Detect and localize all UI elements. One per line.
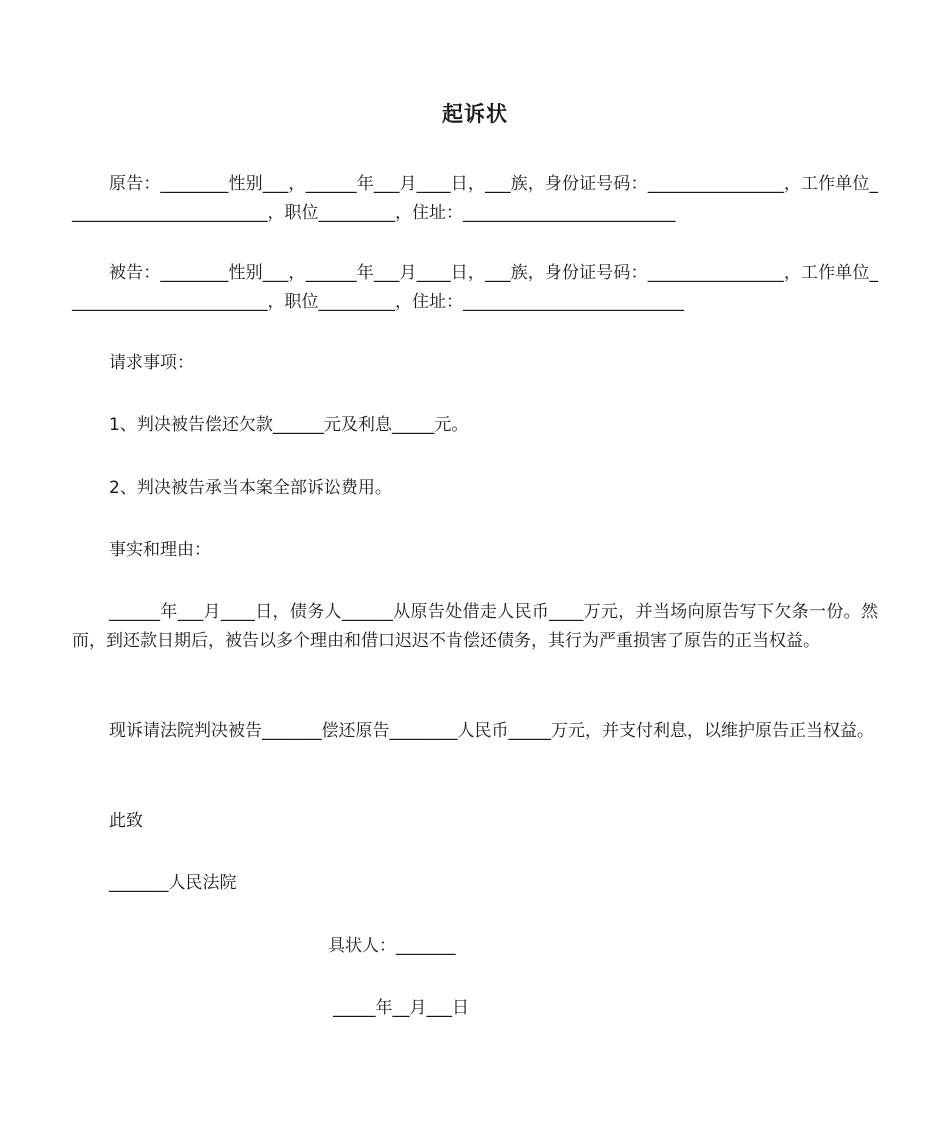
document-title: 起诉状 xyxy=(442,102,508,126)
claims-heading: 请求事项： xyxy=(109,353,194,373)
defendant-info: 被告：________性别___，______年___月____日，___族，身份证号码：________________，工作单位________________________，职位_________，住址：__________________________ xyxy=(72,263,878,312)
date-line: _____年__月___日 xyxy=(333,998,469,1018)
facts-text: ______年___月____日，债务人______从原告处借走人民币____万元，并当场向原告写下欠条一份。然而，到还款日期后，被告以多个理由和借口迟迟不肯偿还债务，其行为严重损害了原告的正当权益。 xyxy=(72,602,878,651)
claim-item-2: 2、判决被告承当本案全部诉讼费用。 xyxy=(109,478,392,498)
facts-heading: 事实和理由： xyxy=(109,540,211,560)
signer-line: 具状人：_______ xyxy=(328,936,456,956)
request-text: 现诉请法院判决被告_______偿还原告________人民币_____万元，并支付利息，以维护原告正当权益。 xyxy=(109,721,874,741)
salutation: 此致 xyxy=(109,811,143,831)
plaintiff-info: 原告：________性别___，______年___月____日，___族，身份证号码：________________，工作单位________________________，职位_________，住址：_________________________ xyxy=(72,174,878,223)
claim-item-1: 1、判决被告偿还欠款______元及利息_____元。 xyxy=(109,415,469,435)
court-name: _______人民法院 xyxy=(109,873,237,893)
